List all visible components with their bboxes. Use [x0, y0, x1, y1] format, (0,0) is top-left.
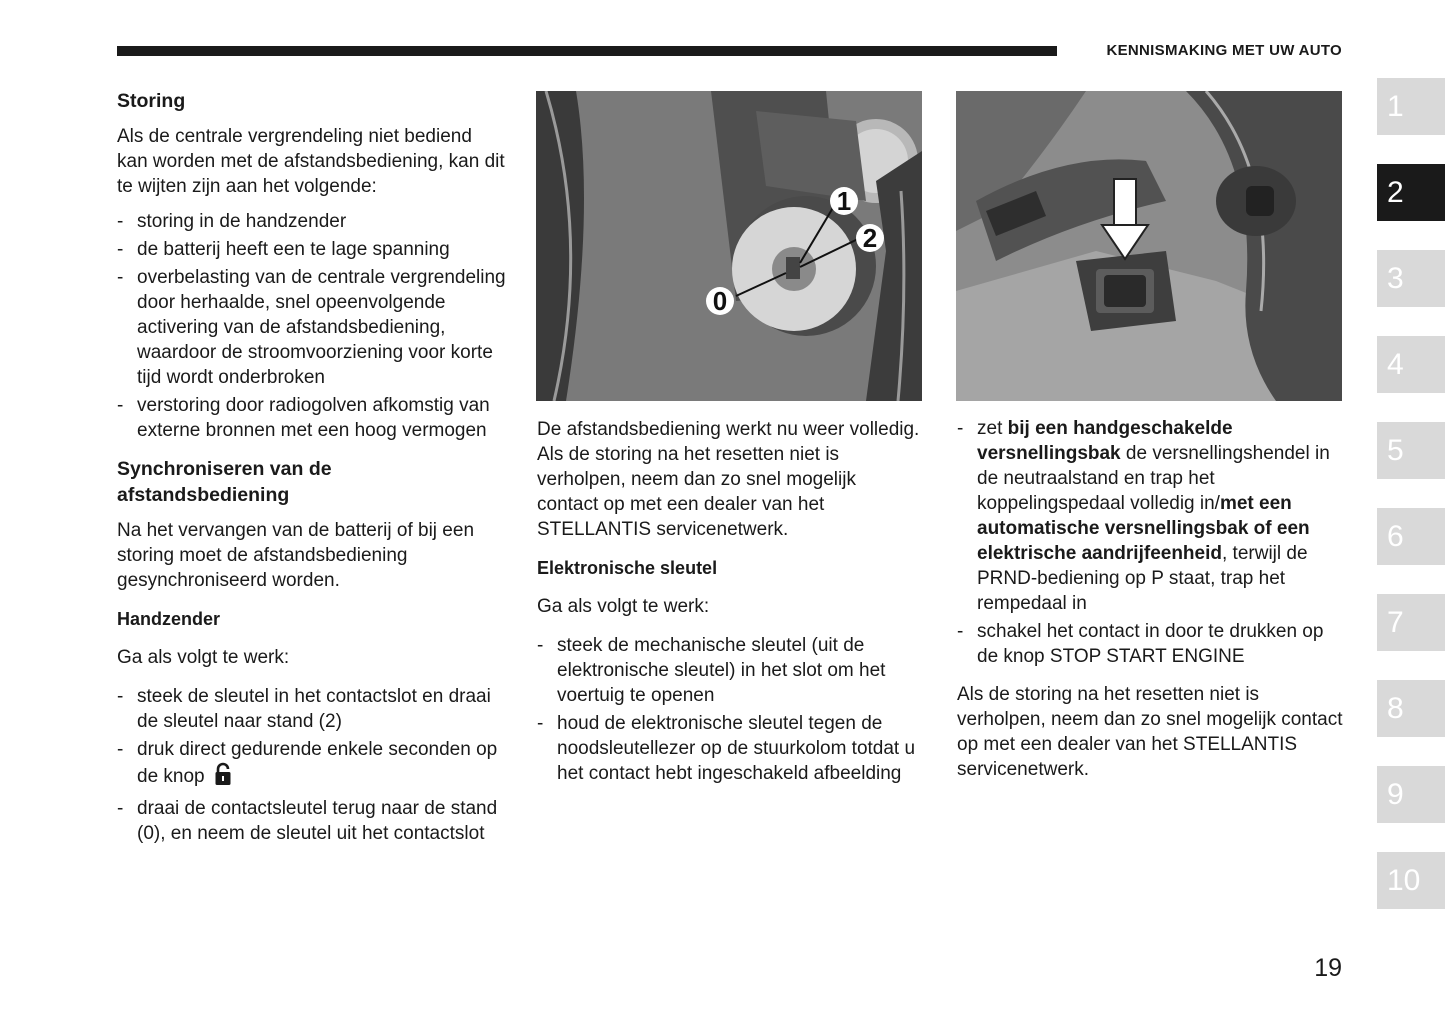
column-1 [117, 88, 507, 849]
step-text-bold: met een automatische versnellingsbak of een elektrische aandrijfeenheid [977, 493, 1310, 564]
chapter-tab[interactable]: 3 [1377, 250, 1445, 307]
list-item [117, 737, 507, 793]
list-item: - schakel het contact in door te drukken op de knop STOP START ENGINE [957, 619, 1343, 669]
column-2 [537, 417, 922, 789]
header-rule [117, 46, 1057, 56]
list-item: - houd de elektronische sleutel tegen de noodsleutellezer op de stuurkolom totdat u het contact hebt ingeschakeld afbeelding [537, 711, 922, 786]
padlock-icon [214, 762, 232, 793]
column-3 [957, 416, 1343, 782]
paragraph-sync: Na het vervangen van de batterij of bij een storing moet de afstandsbediening gesynchroniseerd worden. [117, 520, 475, 591]
paragraph-werk: Ga als volgt te werk: [537, 596, 710, 617]
heading-storing: Storing [117, 90, 186, 112]
chapter-tab[interactable]: 10 [1377, 852, 1445, 909]
chapter-tab[interactable]: 8 [1377, 680, 1445, 737]
steps-list [117, 684, 507, 846]
paragraph-werk: Ga als volgt te werk: [117, 647, 290, 668]
steps-list [957, 416, 1343, 669]
heading-sync: Synchroniseren van de afstandsbediening [117, 458, 332, 506]
list-item: - steek de mechanische sleutel (uit de elektronische sleutel) in het slot om het voertuig te openen [537, 633, 922, 708]
heading-handzender: Handzender [117, 609, 221, 629]
position-label: 0 [712, 286, 728, 316]
list-item [957, 416, 1343, 616]
list-item: - de batterij heeft een te lage spanning [117, 237, 507, 262]
list-item: - overbelasting van de centrale vergrendeling door herhaalde, snel opeenvolgende activering van de afstandsbediening, waardoor de stroomvoorziening voor korte tijd wordt onderbroken [117, 265, 507, 390]
chapter-tab[interactable]: 6 [1377, 508, 1445, 565]
paragraph-dealer: Als de storing na het resetten niet is verholpen, neem dan zo snel mogelijk contact op met een dealer van het STELLANTIS servicenetwerk. [537, 444, 856, 540]
section-title: KENNISMAKING MET UW AUTO [1106, 42, 1342, 59]
chapter-tab[interactable]: 4 [1377, 336, 1445, 393]
step-text: druk direct gedurende enkele seconden op de knop [137, 739, 498, 787]
chapter-tab[interactable]: 7 [1377, 594, 1445, 651]
step-text: zet [977, 418, 1008, 439]
step-text: , terwijl de PRND-bediening op P staat, trap het rempedaal in [977, 543, 1308, 614]
causes-list [117, 209, 507, 443]
chapter-tab[interactable]: 5 [1377, 422, 1445, 479]
paragraph-storing: Als de centrale vergrendeling niet bediend kan worden met de afstandsbediening, kan dit te wijten zijn aan het volgende: [117, 126, 505, 197]
ignition-switch-figure [536, 91, 922, 401]
chapter-tab[interactable]: 9 [1377, 766, 1445, 823]
chapter-tab[interactable]: 2 [1377, 164, 1445, 221]
key-reader-figure [956, 91, 1342, 401]
chapter-tab[interactable]: 1 [1377, 78, 1445, 135]
page-number: 19 [1314, 954, 1342, 982]
paragraph-dealer: Als de storing na het resetten niet is verholpen, neem dan zo snel mogelijk contact op met een dealer van het STELLANTIS servicenetwerk. [957, 684, 1343, 780]
step-text-bold: bij een handgeschakelde versnellingsbak [977, 418, 1233, 464]
paragraph-volledig: De afstandsbediening werkt nu weer volledig. [537, 419, 920, 440]
steps-list [537, 633, 922, 786]
list-item: - steek de sleutel in het contactslot en draai de sleutel naar stand (2) [117, 684, 507, 734]
heading-elektronische-sleutel: Elektronische sleutel [537, 558, 718, 578]
list-item: - storing in de handzender [117, 209, 507, 234]
list-item: - verstoring door radiogolven afkomstig van externe bronnen met een hoog vermogen [117, 393, 507, 443]
step-text: de versnellingshendel in de neutraalstand en trap het koppelingspedaal volledig in/ [977, 443, 1330, 514]
list-item: - draai de contactsleutel terug naar de stand (0), en neem de sleutel uit het contactslot [117, 796, 507, 846]
position-label: 1 [836, 186, 852, 216]
position-label: 2 [862, 223, 878, 253]
